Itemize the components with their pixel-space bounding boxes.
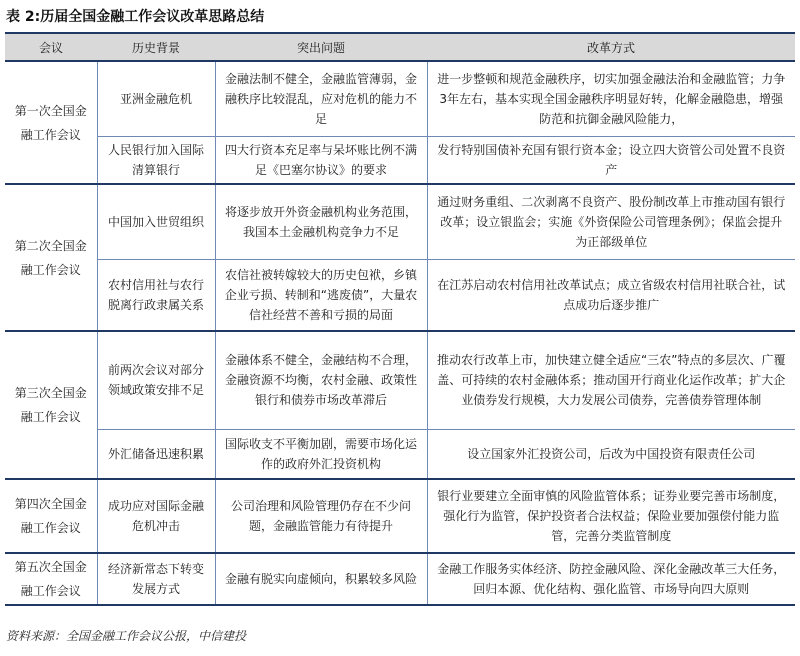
header-background: 历史背景 [97, 33, 215, 61]
issue-cell: 金融体系不健全，金融结构不合理，金融资源不均衡，农村金融、政策性银行和债券市场改革滞后 [215, 331, 427, 429]
issue-cell: 公司治理和风险管理仍存在不少问题，金融监管能力有待提升 [215, 479, 427, 553]
table-number: 表 2: [6, 9, 41, 25]
header-meeting: 会议 [5, 33, 97, 61]
background-cell: 中国加入世贸组织 [97, 184, 215, 259]
issue-cell: 农信社被转嫁较大的历史包袱，乡镇企业亏损、转制和“逃废债”，大量农信社经营不善和亏损的局面 [215, 259, 427, 331]
meeting-cell: 第四次全国金融工作会议 [5, 479, 97, 553]
table-row [5, 259, 795, 331]
reform-cell: 发行特别国债补充国有银行资本金；设立四大资管公司处置不良资产 [427, 136, 795, 184]
background-cell: 外汇储备迅速积累 [97, 429, 215, 479]
table-row [5, 61, 795, 136]
reform-cell: 通过财务重组、二次剥离不良资产、股份制改革上市推动国有银行改革；设立银监会；实施《外资保险公司管理条例》；保监会提升为正部级单位 [427, 184, 795, 259]
table-row [5, 184, 795, 259]
reform-cell: 在江苏启动农村信用社改革试点；成立省级农村信用社联合社，试点成功后逐步推广 [427, 259, 795, 331]
table-title [6, 6, 264, 28]
background-cell: 成功应对国际金融危机冲击 [97, 479, 215, 553]
background-cell: 农村信用社与农行脱离行政隶属关系 [97, 259, 215, 331]
background-cell: 经济新常态下转变发展方式 [97, 553, 215, 605]
background-cell: 前两次会议对部分领域政策安排不足 [97, 331, 215, 429]
table-title-text: 历届全国金融工作会议改革思路总结 [40, 9, 265, 25]
issue-cell: 将逐步放开外资金融机构业务范围，我国本土金融机构竞争力不足 [215, 184, 427, 259]
reform-cell: 银行业要建立全面审慎的风险监管体系；证券业要完善市场制度，强化行为监管，保护投资者合法权益；保险业要加强偿付能力监管，完善分类监管制度 [427, 479, 795, 553]
issue-cell: 金融有脱实向虚倾向，积累较多风险 [215, 553, 427, 605]
table-row [5, 331, 795, 429]
issue-cell: 金融法制不健全，金融监管薄弱，金融秩序比较混乱，应对危机的能力不足 [215, 61, 427, 136]
table-row [5, 429, 795, 479]
meeting-cell: 第五次全国金融工作会议 [5, 553, 97, 605]
background-cell: 人民银行加入国际清算银行 [97, 136, 215, 184]
source-note: 资料来源：全国金融工作会议公报，中信建投 [6, 629, 247, 643]
reform-cell: 金融工作服务实体经济、防控金融风险、深化金融改革三大任务，回归本源、优化结构、强化监管、市场导向四大原则 [427, 553, 795, 605]
meeting-cell: 第二次全国金融工作会议 [5, 184, 97, 331]
issue-cell: 四大行资本充足率与呆坏账比例不满足《巴塞尔协议》的要求 [215, 136, 427, 184]
reform-summary-table [5, 32, 795, 606]
background-cell: 亚洲金融危机 [97, 61, 215, 136]
header-issue: 突出问题 [215, 33, 427, 61]
table-row [5, 553, 795, 605]
issue-cell: 国际收支不平衡加剧，需要市场化运作的政府外汇投资机构 [215, 429, 427, 479]
table-header-row [5, 33, 795, 61]
meeting-cell: 第三次全国金融工作会议 [5, 331, 97, 479]
table-row [5, 479, 795, 553]
reform-cell: 进一步整顿和规范金融秩序，切实加强金融法治和金融监管；力争3年左右，基本实现全国金融秩序明显好转，化解金融隐患，增强防范和抗御金融风险能力， [437, 71, 786, 126]
meeting-cell: 第一次全国金融工作会议 [5, 61, 97, 184]
reform-cell: 推动农行改革上市，加快建立健全适应“三农”特点的多层次、广覆盖、可持续的农村金融体系；推动国开行商业化运作改革；扩大企业债券发行规模，大力发展公司债券，完善债券管理体制 [427, 331, 795, 429]
table-row [5, 136, 795, 184]
reform-cell: 设立国家外汇投资公司，后改为中国投资有限责任公司 [427, 429, 795, 479]
header-reform: 改革方式 [427, 33, 795, 61]
